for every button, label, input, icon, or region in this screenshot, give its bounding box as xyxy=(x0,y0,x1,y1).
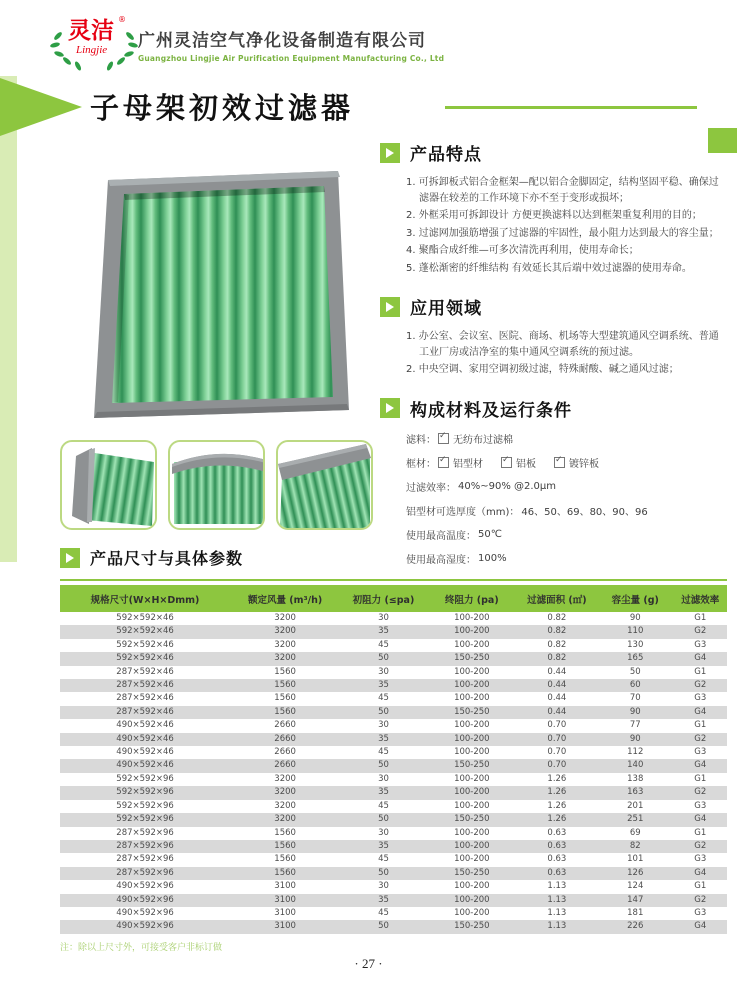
table-cell: 3200 xyxy=(274,814,296,825)
table-cell: G3 xyxy=(694,854,707,865)
table-cell: 35 xyxy=(378,626,389,637)
table-cell: 1.13 xyxy=(547,907,567,918)
table-cell: 50 xyxy=(378,706,389,717)
table-cell: 287×592×46 xyxy=(116,666,174,677)
material-option: 铝型材 xyxy=(453,458,483,470)
table-cell: G1 xyxy=(694,720,707,731)
table-row xyxy=(60,666,727,679)
table-cell: 490×592×96 xyxy=(116,921,174,932)
table-cell: 0.44 xyxy=(547,693,567,704)
table-cell: G3 xyxy=(694,639,707,650)
table-cell: 140 xyxy=(627,760,644,771)
table-cell: 2660 xyxy=(274,720,296,731)
table-cell: 1.26 xyxy=(547,800,567,811)
table-cell: 0.63 xyxy=(547,840,567,851)
table-cell: 3100 xyxy=(274,907,296,918)
table-row xyxy=(60,733,727,746)
table-cell: 50 xyxy=(629,666,641,677)
table-cell: G1 xyxy=(694,773,707,784)
material-row xyxy=(406,455,728,470)
section-title: 产品特点 xyxy=(410,145,482,165)
table-cell: 592×592×46 xyxy=(116,653,174,664)
material-value: 100% xyxy=(478,552,507,564)
table-cell: 1.13 xyxy=(547,894,567,905)
table-cell: 592×592×96 xyxy=(116,800,174,811)
table-cell: 592×592×46 xyxy=(116,613,174,623)
product-thumbnails xyxy=(60,440,380,530)
spec-column-header: 规格尺寸(W×H×Dmm) xyxy=(60,585,230,612)
laurel-wreath-icon xyxy=(46,10,142,72)
table-cell: 1560 xyxy=(274,840,296,851)
table-cell: G4 xyxy=(694,814,707,825)
logo-script-text: Lingjie xyxy=(76,44,108,56)
table-cell: 1560 xyxy=(274,693,296,704)
table-row xyxy=(60,706,727,719)
table-cell: 0.44 xyxy=(547,680,567,691)
table-cell: 0.63 xyxy=(547,827,567,838)
features-list xyxy=(406,175,728,276)
table-cell: G1 xyxy=(694,613,707,623)
table-cell: 287×592×96 xyxy=(116,854,174,865)
chevron-right-icon xyxy=(60,548,80,568)
table-cell: 3200 xyxy=(274,787,296,798)
table-cell: 150-250 xyxy=(454,653,490,664)
table-cell: 0.82 xyxy=(547,639,567,650)
company-name-block xyxy=(138,26,444,63)
material-label: 使用最高湿度： xyxy=(406,554,476,566)
table-cell: 3100 xyxy=(274,921,296,932)
section-heading-materials xyxy=(380,396,732,421)
table-cell: 100-200 xyxy=(454,693,490,704)
material-label: 过滤效率： xyxy=(406,482,456,494)
table-cell: G4 xyxy=(694,921,707,932)
table-cell: 110 xyxy=(627,626,644,637)
checked-checkbox-icon xyxy=(438,457,449,468)
table-cell: 287×592×46 xyxy=(116,706,174,717)
table-cell: 77 xyxy=(629,720,641,731)
table-cell: 287×592×46 xyxy=(116,693,174,704)
table-cell: 100-200 xyxy=(454,680,490,691)
table-cell: 35 xyxy=(378,840,389,851)
table-cell: G3 xyxy=(694,907,707,918)
feature-item: 4. 聚酯合成纤维—可多次清洗再利用，使用寿命长； xyxy=(406,245,639,256)
table-cell: 2660 xyxy=(274,747,296,758)
product-thumb-angle-view xyxy=(276,440,373,530)
table-row xyxy=(60,880,727,893)
spec-section xyxy=(60,546,727,953)
feature-item: 1. 可拆卸板式铝合金框架—配以铝合金脚固定，结构坚固平稳、确保过滤器在较差的工作环境下亦不至于变形或损坏； xyxy=(406,177,719,204)
table-cell: 287×592×96 xyxy=(116,840,174,851)
chevron-right-icon xyxy=(380,297,400,317)
table-cell: G3 xyxy=(694,800,707,811)
table-cell: 30 xyxy=(378,827,389,838)
table-row xyxy=(60,746,727,759)
table-cell: 0.82 xyxy=(547,613,567,623)
table-cell: 0.70 xyxy=(547,733,567,744)
table-cell: 30 xyxy=(378,613,389,623)
table-cell: 35 xyxy=(378,787,389,798)
material-value: 46、50、69、80、90、96 xyxy=(521,506,648,518)
table-cell: 100-200 xyxy=(454,827,490,838)
table-row xyxy=(60,786,727,799)
table-cell: 490×592×46 xyxy=(116,760,174,771)
material-option: 镀锌板 xyxy=(569,458,599,470)
spec-column-header: 过滤效率 xyxy=(674,585,727,612)
table-cell: G3 xyxy=(694,693,707,704)
table-cell: 1.13 xyxy=(547,881,567,892)
material-value: 50℃ xyxy=(478,528,502,540)
material-option: 无纺布过滤棉 xyxy=(453,434,513,446)
table-row xyxy=(60,853,727,866)
table-cell: 112 xyxy=(627,747,644,758)
table-cell: 3200 xyxy=(274,773,296,784)
table-cell: G1 xyxy=(694,827,707,838)
table-cell: 201 xyxy=(627,800,644,811)
table-cell: 45 xyxy=(378,907,389,918)
product-thumb-corner-view xyxy=(60,440,157,530)
spec-column-header: 过滤面积 (㎡) xyxy=(517,585,597,612)
material-value: 40%~90% @2.0μm xyxy=(458,480,557,492)
table-row xyxy=(60,612,727,625)
table-cell: G3 xyxy=(694,747,707,758)
table-cell: 100-200 xyxy=(454,773,490,784)
table-cell: 0.82 xyxy=(547,653,567,664)
table-cell: 150-250 xyxy=(454,867,490,878)
table-cell: 0.44 xyxy=(547,666,567,677)
table-cell: 0.44 xyxy=(547,706,567,717)
section-underline xyxy=(60,579,727,581)
title-chevron-icon xyxy=(0,78,82,136)
section-heading-applications xyxy=(380,294,732,319)
chevron-right-icon xyxy=(380,143,400,163)
info-column xyxy=(380,140,732,584)
section-heading-specs xyxy=(60,546,727,569)
material-row xyxy=(406,503,728,518)
checked-checkbox-icon xyxy=(501,457,512,468)
table-cell: 490×592×46 xyxy=(116,747,174,758)
table-cell: 100-200 xyxy=(454,907,490,918)
table-row xyxy=(60,773,727,786)
material-option: 铝板 xyxy=(516,458,536,470)
table-cell: 0.82 xyxy=(547,626,567,637)
table-cell: G2 xyxy=(694,787,707,798)
page-title: 子母架初效过滤器 xyxy=(90,91,355,125)
table-cell: 30 xyxy=(378,720,389,731)
table-cell: 3100 xyxy=(274,894,296,905)
spec-table-header-row xyxy=(60,585,727,612)
table-cell: 0.70 xyxy=(547,720,567,731)
table-cell: 490×592×96 xyxy=(116,881,174,892)
table-row xyxy=(60,692,727,705)
table-cell: 490×592×46 xyxy=(116,733,174,744)
table-cell: 90 xyxy=(629,706,641,717)
table-cell: 3200 xyxy=(274,613,296,623)
title-divider-line xyxy=(445,106,697,109)
table-cell: 50 xyxy=(378,760,389,771)
feature-item: 3. 过滤网加强筋增强了过滤器的牢固性，最小阻力达到最大的容尘量； xyxy=(406,227,719,239)
table-cell: 30 xyxy=(378,666,389,677)
table-row xyxy=(60,920,727,933)
table-cell: 165 xyxy=(627,653,644,664)
material-row xyxy=(406,479,728,494)
table-cell: 100-200 xyxy=(454,733,490,744)
table-cell: 0.63 xyxy=(547,854,567,865)
product-thumb-top-frame-view xyxy=(168,440,265,530)
table-cell: 592×592×96 xyxy=(116,773,174,784)
logo-brand-text: 灵洁 xyxy=(68,18,114,44)
material-row xyxy=(406,431,728,446)
table-cell: 30 xyxy=(378,881,389,892)
table-row xyxy=(60,639,727,652)
spec-column-header: 额定风量 (m³/h) xyxy=(230,585,340,612)
product-photo-main xyxy=(84,164,366,436)
table-cell: G1 xyxy=(694,666,707,677)
table-cell: 1560 xyxy=(274,827,296,838)
material-label: 框材： xyxy=(406,458,436,470)
table-cell: 100-200 xyxy=(454,854,490,865)
table-cell: 35 xyxy=(378,894,389,905)
table-cell: 592×592×96 xyxy=(116,814,174,825)
table-cell: G2 xyxy=(694,894,707,905)
table-cell: G2 xyxy=(694,680,707,691)
spec-column-header: 终阻力 (pa) xyxy=(427,585,517,612)
checked-checkbox-icon xyxy=(554,457,565,468)
table-cell: 100-200 xyxy=(454,787,490,798)
table-cell: 126 xyxy=(627,867,644,878)
company-name-cn: 广州灵洁空气净化设备制造有限公司 xyxy=(138,31,426,51)
table-row xyxy=(60,867,727,880)
table-cell: 100-200 xyxy=(454,881,490,892)
table-cell: 226 xyxy=(627,921,644,932)
table-cell: 100-200 xyxy=(454,613,490,623)
table-row xyxy=(60,719,727,732)
table-cell: 2660 xyxy=(274,760,296,771)
table-cell: 1560 xyxy=(274,867,296,878)
table-cell: 163 xyxy=(627,787,644,798)
table-cell: 100-200 xyxy=(454,894,490,905)
table-cell: 592×592×96 xyxy=(116,787,174,798)
table-cell: 592×592×46 xyxy=(116,639,174,650)
table-cell: 3200 xyxy=(274,800,296,811)
material-row xyxy=(406,527,728,542)
table-cell: 45 xyxy=(378,747,389,758)
table-cell: 45 xyxy=(378,693,389,704)
table-cell: 3200 xyxy=(274,626,296,637)
table-row xyxy=(60,759,727,772)
table-cell: 0.70 xyxy=(547,747,567,758)
feature-item: 5. 蓬松渐密的纤维结构 有效延长其后端中效过滤器的使用寿命。 xyxy=(406,262,692,274)
table-cell: 251 xyxy=(627,814,644,825)
table-cell: 90 xyxy=(629,733,641,744)
table-cell: 50 xyxy=(378,921,389,932)
table-cell: 287×592×46 xyxy=(116,680,174,691)
table-cell: 100-200 xyxy=(454,840,490,851)
company-name-en: Guangzhou Lingjie Air Purification Equipment Manufacturing Co., Ltd xyxy=(138,54,445,63)
table-row xyxy=(60,800,727,813)
table-cell: 147 xyxy=(627,894,644,905)
checked-checkbox-icon xyxy=(438,433,449,444)
section-heading-features xyxy=(380,140,732,165)
table-cell: 1560 xyxy=(274,680,296,691)
table-row xyxy=(60,625,727,638)
table-cell: 70 xyxy=(629,693,641,704)
table-row xyxy=(60,907,727,920)
table-cell: G2 xyxy=(694,840,707,851)
table-cell: 150-250 xyxy=(454,921,490,932)
table-cell: 130 xyxy=(627,639,644,650)
table-cell: 3100 xyxy=(274,881,296,892)
table-cell: 82 xyxy=(629,840,641,851)
table-cell: 100-200 xyxy=(454,666,490,677)
table-cell: 100-200 xyxy=(454,800,490,811)
table-cell: 69 xyxy=(629,827,641,838)
table-row xyxy=(60,679,727,692)
table-row xyxy=(60,827,727,840)
application-item: 2. 中央空调、家用空调初级过滤，特殊耐酸、碱之通风过滤； xyxy=(406,364,679,375)
logo-registered-mark: ® xyxy=(118,15,126,24)
company-logo xyxy=(46,10,142,72)
table-cell: 592×592×46 xyxy=(116,626,174,637)
table-cell: 30 xyxy=(378,773,389,784)
application-item: 1. 办公室、会议室、医院、商场、机场等大型建筑通风空调系统、普通工业厂房或洁净室的集中通风空调系统的预过滤。 xyxy=(406,331,719,358)
applications-list xyxy=(406,329,728,378)
table-cell: 60 xyxy=(629,680,641,691)
left-accent-stripe xyxy=(0,76,17,562)
table-cell: 0.70 xyxy=(547,760,567,771)
section-title: 构成材料及运行条件 xyxy=(410,400,572,421)
table-cell: 35 xyxy=(378,733,389,744)
spec-column-header: 容尘量 (g) xyxy=(597,585,674,612)
table-cell: 150-250 xyxy=(454,706,490,717)
table-cell: 101 xyxy=(627,854,644,865)
table-cell: G4 xyxy=(694,706,707,717)
table-cell: 3200 xyxy=(274,653,296,664)
table-cell: G4 xyxy=(694,653,707,664)
table-cell: 287×592×96 xyxy=(116,867,174,878)
table-cell: 490×592×96 xyxy=(116,907,174,918)
table-cell: 150-250 xyxy=(454,760,490,771)
table-cell: 181 xyxy=(627,907,644,918)
table-cell: 100-200 xyxy=(454,720,490,731)
table-cell: 45 xyxy=(378,854,389,865)
table-cell: 45 xyxy=(378,639,389,650)
table-cell: 100-200 xyxy=(454,747,490,758)
table-cell: 1560 xyxy=(274,666,296,677)
table-cell: 1.26 xyxy=(547,773,567,784)
table-cell: 150-250 xyxy=(454,814,490,825)
section-title: 产品尺寸与具体参数 xyxy=(90,549,244,568)
section-title: 应用领域 xyxy=(410,299,482,319)
table-cell: 100-200 xyxy=(454,626,490,637)
table-cell: 50 xyxy=(378,867,389,878)
table-cell: 1560 xyxy=(274,706,296,717)
table-cell: 2660 xyxy=(274,733,296,744)
table-cell: 50 xyxy=(378,814,389,825)
page-number: · 27 · xyxy=(354,956,383,971)
table-cell: 0.63 xyxy=(547,867,567,878)
table-cell: 100-200 xyxy=(454,639,490,650)
table-cell: 45 xyxy=(378,800,389,811)
table-cell: 138 xyxy=(627,773,644,784)
table-cell: 1.26 xyxy=(547,787,567,798)
table-cell: 287×592×96 xyxy=(116,827,174,838)
material-label: 使用最高温度： xyxy=(406,530,476,542)
spec-column-header: 初阻力 (≤pa) xyxy=(340,585,427,612)
table-cell: 1.13 xyxy=(547,921,567,932)
table-cell: 1560 xyxy=(274,854,296,865)
table-cell: G2 xyxy=(694,733,707,744)
table-cell: 124 xyxy=(627,881,644,892)
table-cell: G2 xyxy=(694,626,707,637)
table-cell: 90 xyxy=(629,613,641,623)
table-row xyxy=(60,840,727,853)
table-cell: G4 xyxy=(694,867,707,878)
table-cell: 50 xyxy=(378,653,389,664)
table-cell: 490×592×96 xyxy=(116,894,174,905)
table-cell: 35 xyxy=(378,680,389,691)
table-cell: G1 xyxy=(694,881,707,892)
table-row xyxy=(60,813,727,826)
table-row xyxy=(60,652,727,665)
table-note: 注：除以上尺寸外，可接受客户非标订做 xyxy=(60,942,223,953)
table-cell: 1.26 xyxy=(547,814,567,825)
material-label: 铝型材可选厚度（mm)： xyxy=(406,506,520,518)
table-row xyxy=(60,894,727,907)
table-cell: G4 xyxy=(694,760,707,771)
table-cell: 490×592×46 xyxy=(116,720,174,731)
spec-table xyxy=(60,585,727,934)
feature-item: 2. 外框采用可拆卸设计 方便更换滤料以达到框架重复利用的目的； xyxy=(406,210,702,221)
table-cell: 3200 xyxy=(274,639,296,650)
material-label: 滤料： xyxy=(406,434,436,446)
chevron-right-icon xyxy=(380,398,400,418)
